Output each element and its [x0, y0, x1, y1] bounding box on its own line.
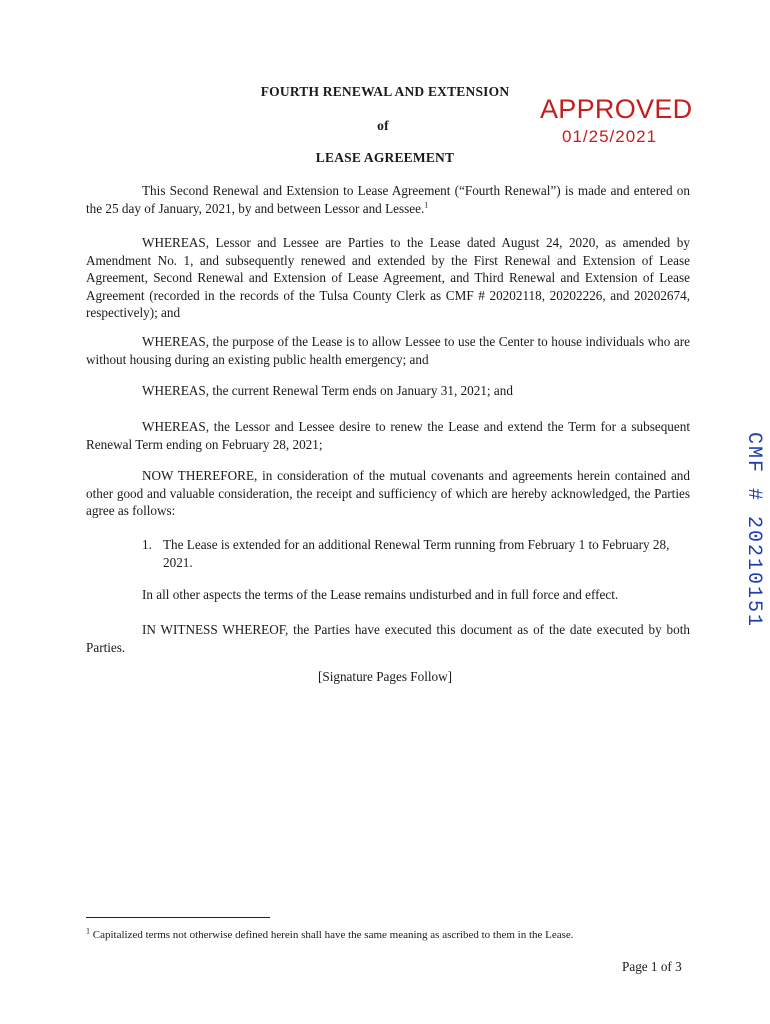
document-subtitle: LEASE AGREEMENT [315, 150, 455, 165]
other-aspects-paragraph: In all other aspects the terms of the Lease remains undisturbed and in full force and effect. [142, 587, 619, 602]
document-title: FOURTH RENEWAL AND EXTENSION [260, 84, 510, 99]
whereas-paragraph-3: WHEREAS, the current Renewal Term ends on January 31, 2021; and [142, 383, 513, 398]
page-number: Page 1 of 3 [622, 959, 682, 974]
item-number: 1. [142, 537, 152, 552]
signature-pages-note: [Signature Pages Follow] [317, 669, 453, 684]
item-text: The Lease is extended for an additional Renewal Term running from February 1 to February 28, 2021. [163, 537, 670, 570]
footnote-ref: 1 [424, 200, 429, 210]
footnote-marker: 1 [86, 926, 90, 936]
whereas-paragraph-4: WHEREAS, the Lessor and Lessee desire to renew the Lease and extend the Term for a subsequent Renewal Term ending on February 28, 2021; [86, 419, 690, 452]
whereas-paragraph-2: WHEREAS, the purpose of the Lease is to allow Lessee to use the Center to house individuals who are without housing during an existing public health emergency; and [86, 334, 690, 367]
approved-stamp: APPROVED [540, 94, 693, 124]
footnote-divider [86, 917, 270, 918]
approved-date: 01/25/2021 [562, 127, 658, 146]
footnote-text: Capitalized terms not otherwise defined herein shall have the same meaning as ascribed to them in the Lease. [92, 929, 574, 941]
now-therefore-paragraph: NOW THEREFORE, in consideration of the mutual covenants and agreements herein contained and other good and valuable consideration, the receipt and sufficiency of which are hereby acknowledged, the Parties agree as follows: [86, 468, 690, 518]
witness-paragraph: IN WITNESS WHEREOF, the Parties have executed this document as of the date executed by both Parties. [86, 622, 690, 655]
footnote [86, 926, 690, 941]
whereas-paragraph-1: WHEREAS, Lessor and Lessee are Parties to the Lease dated August 24, 2020, as amended by Amendment No. 1, and subsequently renewed and extended by the First Renewal and Extension of Lease Agreement, Second Renewal and Extension of Lease Agreement, and Third Renewal and Extension of Lease Agreement (recorded in the records of the Tulsa County Clerk as CMF # 20202118, 20202226, and 20202674, respectively); and [86, 235, 690, 320]
agreement-item-1 [142, 536, 690, 571]
intro-text: This Second Renewal and Extension to Lease Agreement (“Fourth Renewal”) is made and entered on the 25 day of January, 2021, by and between Lessor and Lessee. [86, 183, 690, 216]
intro-paragraph [86, 182, 690, 217]
title-connector: of [377, 118, 389, 133]
cmf-number-stamp: CMF # 20210151 [742, 432, 765, 629]
